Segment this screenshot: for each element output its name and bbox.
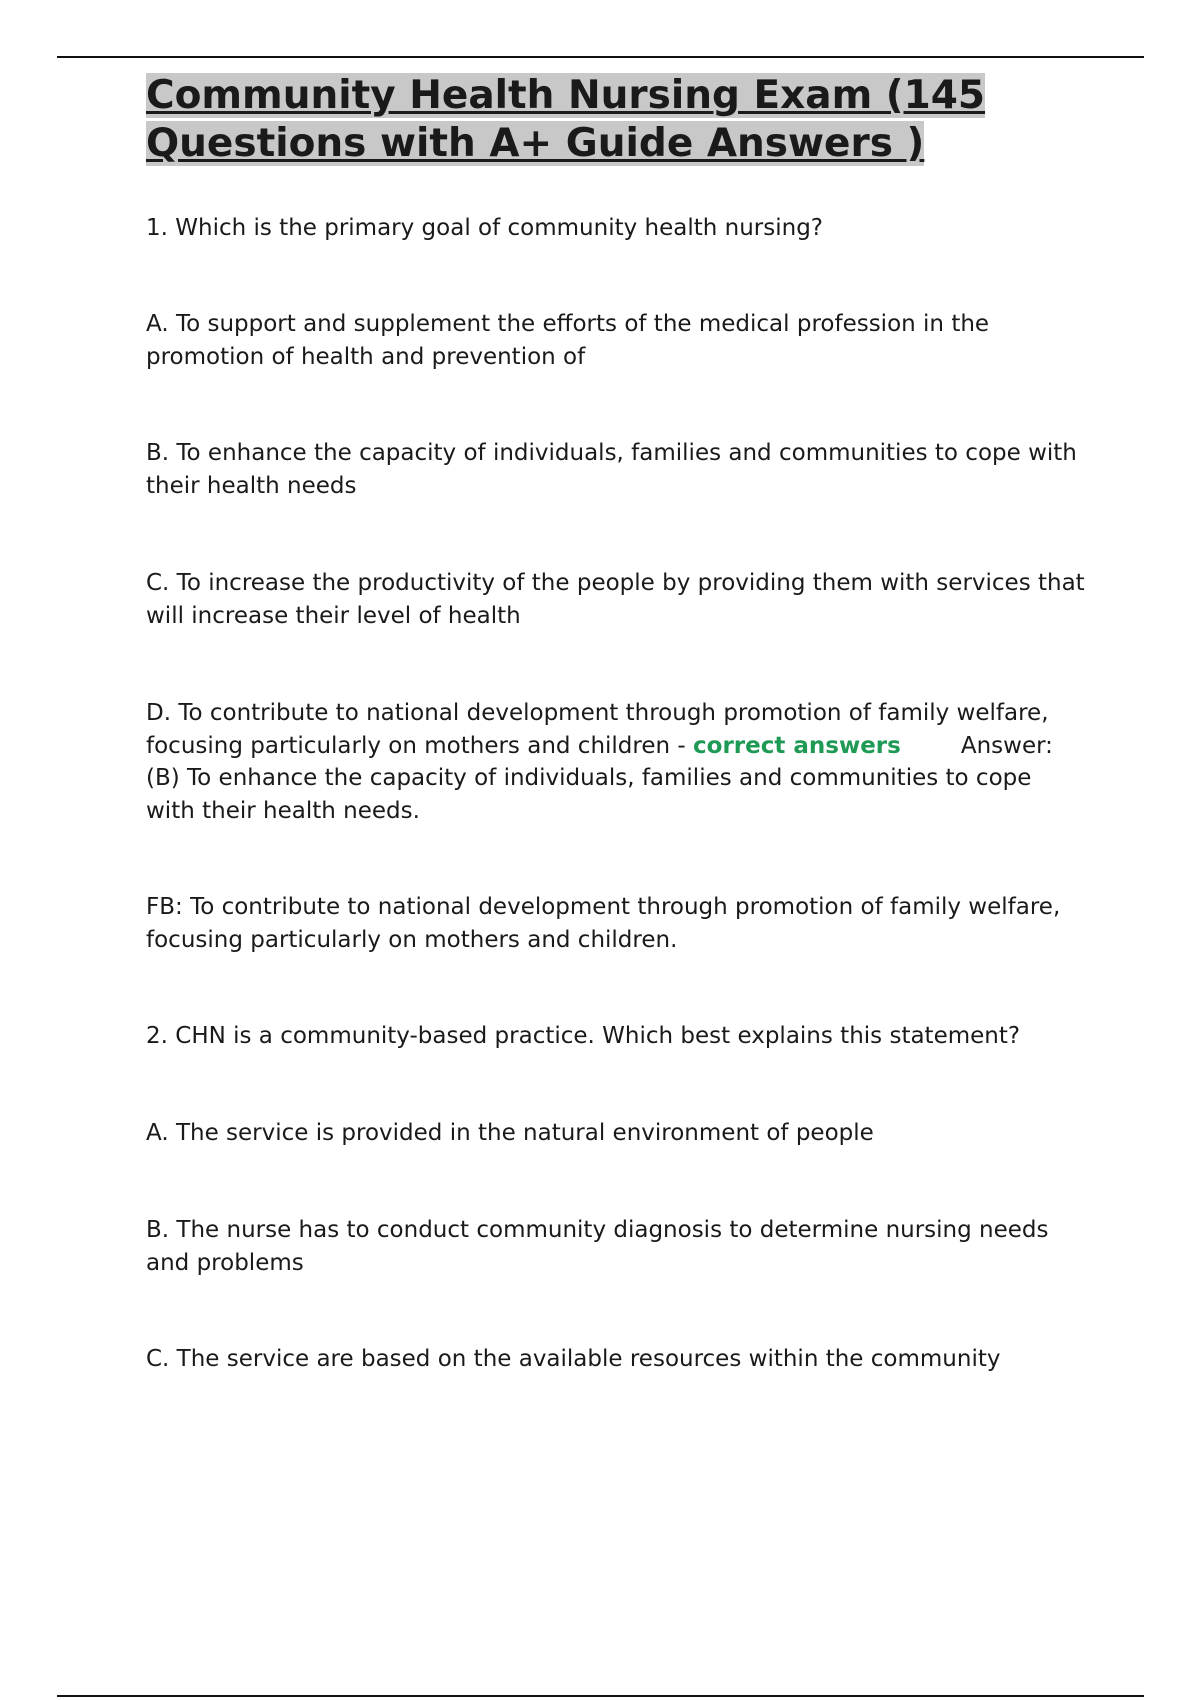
bottom-rule: [57, 1695, 1144, 1697]
question-1-option-a: A. To support and supplement the efforts of the medical profession in the promotion of health and prevention of: [146, 311, 990, 370]
title-line-1: Community Health Nursing Exam (145: [146, 73, 986, 118]
question-1-feedback: FB: To contribute to national development through promotion of family welfare, focusing particularly on mothers and children.: [146, 894, 1061, 953]
document-title: [146, 72, 1086, 168]
answer-text: Answer: (B) To enhance the capacity of individuals, families and communities to cope with their health needs.: [146, 732, 1053, 824]
question-1-option-d: [146, 697, 1086, 827]
document-body: [146, 72, 1086, 1372]
question-1: 1. Which is the primary goal of community health nursing?: [146, 215, 824, 241]
question-2: 2. CHN is a community-based practice. Which best explains this statement?: [146, 1023, 1021, 1049]
question-1-option-b: B. To enhance the capacity of individuals, families and communities to cope with their health needs: [146, 440, 1077, 499]
question-2-option-b: B. The nurse has to conduct community diagnosis to determine nursing needs and problems: [146, 1217, 1049, 1276]
option-d-text: D. To contribute to national development through promotion of family welfare, focusing particularly on mothers and children -: [146, 700, 1049, 759]
question-2-option-a: A. The service is provided in the natural environment of people: [146, 1120, 874, 1146]
top-rule: [57, 56, 1144, 58]
correct-answers-label: correct answers: [693, 732, 901, 759]
question-2-option-c: C. The service are based on the available resources within the community: [146, 1346, 1001, 1372]
question-1-option-c: C. To increase the productivity of the people by providing them with services that will increase their level of health: [146, 570, 1085, 629]
title-line-2: Questions with A+ Guide Answers ): [146, 121, 925, 166]
